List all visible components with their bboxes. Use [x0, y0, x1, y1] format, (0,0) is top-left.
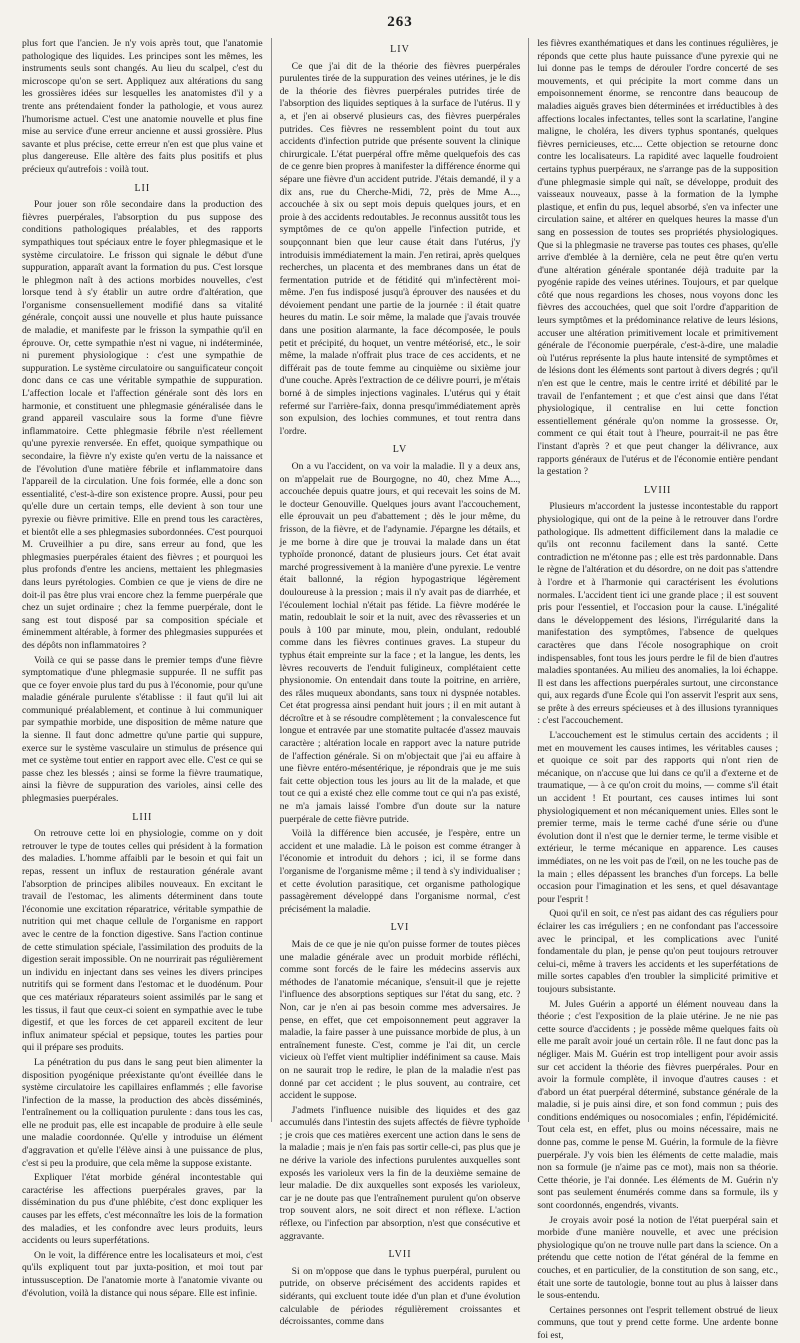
- paragraph: M. Jules Guérin a apporté un élément nouveau dans la théorie ; c'est l'exposition de la plaie utérine. Je ne nie pas cette source d'accidents ; je possède même quelques faits où elle me paraît avoir joué un certain rôle. Il ne faut donc pas la négliger. Mais M. Guérin est trop intelligent pour avoir assis sur cet accident la théorie des fièvres puerpérales. Pour en avoir la formule complète, il invoque d'autres causes : et d'abord un état puerpéral déterminé, substance générale de la maladie, si je puis ainsi dire, et son fond commun ; puis des conditions endémiques ou nosocomiales ; enfin, l'épidémicité. Tout cela est, en effet, plus ou moins nécessaire, mais ne donne pas, comme le pense M. Guérin, la formule de la fièvre puerpérale. J'y vois bien les éléments de cette maladie, mais non sa formule (je n'aime pas ce mot), mais non sa théorie. Cette théorie, je l'ai donnée. Les éléments de M. Guérin n'y sont pas seulement énumérés comme dans sa formule, ils y sont coordonnés, engendrés, vivants.: [537, 998, 779, 1212]
- section-heading: LIII: [132, 811, 153, 823]
- paragraph: Quoi qu'il en soit, ce n'est pas aidant des cas réguliers pour éclairer les cas irréguliers ; en ne confondant pas l'accessoire avec le principal, et les complications avec l'unité fondamentale du plan, je pense qu'on peut toujours retrouver celui-ci, même à travers les accidents et les superfétations de mille sortes capables d'en troubler la simplicité primitive et toujours subsistante.: [537, 908, 779, 995]
- paragraph: Voilà ce qui se passe dans le premier temps d'une fièvre symptomatique d'une phlegmasie suppurée. Il ne suffit pas que ce foyer envoie plus tard du pus à l'économie, pour qu'une maladie générale purulente s'établisse : il faut qu'il lui ait communiqué préalablement, et continue à lui communiquer par sympathie morbide, une disposition de même nature que la sienne. Il faut donc admettre qu'une partie qui suppure, exerce sur le système vasculaire un stimulus de présence qui met ce système tout entier en rapport avec elle. C'est ce qui se passe chez les blessés ; ainsi se forme la fièvre traumatique, ainsi la fièvre de suppuration des varioles, ainsi celle des phlegmasies puerpérales.: [22, 654, 263, 805]
- section-heading: LV: [392, 444, 408, 456]
- paragraph: Ce que j'ai dit de la théorie des fièvres puerpérales purulentes tirée de la suppuration des veines utérines, je le dis de la théorie des fièvres puerpérales putrides tirée de l'absorption des liquides septiques à la surface de l'utérus. Il y a, et j'en ai observé plusieurs cas, des fièvres puerpérales putrides. Ces fièvres ne ressemblent point du tout aux accidents d'infection putride que présente souvent la clinique chirurgicale. L'état puerpéral offre même quelquefois des cas de ce genre bien propres à manifester la différence énorme qui sépare une fièvre d'un accident putride. J'étais demandé, il y a dix ans, rue du Cherche-Midi, 72, près de Mme A..., accouchée à six ou sept mois depuis quelques jours, et en proie à des accidents redoutables. Je reconnus aussitôt tous les symptômes de ce qu'on appelle l'infection putride, et soupçonnant bien que leur cause était dans l'utérus, j'y introduisis immédiatement la main. J'en retirai, après quelques recherches, un placenta et des membranes dans un état de fermentation putride et de fétidité qui m'infectèrent moi-même. J'en fus indisposé jusqu'à éprouver des nausées et du dévoiement pendant une partie de la journée : il était quatre heures du matin. Le soir même, la malade que j'avais trouvée dans une position alarmante, la face décomposée, le pouls petit et précipité, du hoquet, un ventre météorisé, etc., le soir même, la malade n'offrait plus trace de ces accidents, et ne différait pas de toute femme au cinquième ou sixième jour d'une couche. Après l'extraction de ce délivre pourri, je m'étais borné à de simples injections vaginales. L'utérus qui y était refermé sur l'arrière-faix, donna presqu'immédiatement après son expulsion, des lochies communes, et tout rentra dans l'ordre.: [279, 60, 521, 437]
- paragraph: L'accouchement est le stimulus certain des accidents ; il met en mouvement les causes intimes, les véritables causes ; et quoique ce soit par des rapports qui n'ont rien de mécanique, on n'accuse que lui dans ce qu'il a d'externe et de traumatique, — à ce qu'on croit du moins, — comme s'il était un accident ! Et pourtant, ces causes intimes lui sont physiologiquement et non mécaniquement unies. Elles sont le premier terme, mais le terme caché d'une série ou d'une évolution dont il n'est que le dernier terme, le terme visible et extérieur, le terme mécanique en apparence. Les causes immédiates, on ne les voit pas de l'œil, on ne les touche pas de la main ; elles dépassent les branches d'un forceps. La belle occasion pour l'imagination et les sens, et quel désavantage pour l'esprit !: [537, 730, 779, 905]
- page-number: 263: [387, 14, 413, 30]
- paragraph: On a vu l'accident, on va voir la maladie. Il y a deux ans, on m'appelait rue de Bourgogne, no 40, chez Mme A..., accouchée depuis quatre jours, et qui recevait les soins de M. le docteur Genouville. Quelques jours avant l'accouchement, elle éprouvait un peu d'abattement ; dès le jour même, du frisson, de la fièvre, et de l'adynamie. J'épargne les détails, et je me borne à dire que je trouvai la malade dans un état typhoïde prononcé, datant de plusieurs jours. Cet état avait marché progressivement à la manière d'une pyrexie. Le ventre était ballonné, la région hypogastrique légèrement douloureuse à la pression ; mais il n'y avait pas de diarrhée, et l'écoulement lochial n'était pas fétide. La fièvre modérée le matin, redoublait le soir et la nuit, avec des rêvasseries et un pouls à 100 par minute, mou, plein, ondulant, redoublé comme dans les fièvres continues graves. La stupeur du typhus était empreinte sur la face ; et la langue, les dents, les lèvres recouverts de l'enduit fuligineux, complétaient cette physionomie. On entendait dans toute la poitrine, en arrière, des râles muqueux abondants, sans toux ni dyspnée notables. Cet état progressa ainsi pendant huit jours ; il en mit autant à décroître et à se résoudre complètement ; la convalescence fut longue et entravée par une stomatite pultacée d'assez mauvais caractère ; altération locale en rapport avec la nature putride de l'affection générale. Si on m'objectait que j'ai eu affaire à une fièvre entéro-mésentérique, je répondrais que je me suis fait cette objection tous les jours au lit de la malade, et que tout ce qui a existé chez elle comme tout ce qui n'a pas existé, ne m'a jamais laissé l'ombre d'un doute sur la nature puerpérale de cette fièvre putride.: [279, 461, 521, 825]
- column-right: [528, 38, 786, 1341]
- paragraph: Voilà la différence bien accusée, je l'espère, entre un accident et une maladie. Là le poison est comme étranger à l'économie et introduit du dehors ; ici, il se forme dans l'organisme de l'organisme même ; il tend à s'y individualiser ; et cette évolution parasitique, cet organisme pathologique passagèrement développé dans l'organisme normal, c'est précisément la maladie.: [279, 828, 521, 915]
- paragraph: La pénétration du pus dans le sang peut bien alimenter la disposition pyogénique préexistante qu'ont éveillée dans le système circulatoire les capillaires enflammés ; elle favorise l'infection de la masse, la production des abcès disséminés, l'entraînement ou la colliquation purulente : dans tous les cas, elle ne produit pas, elle est incapable de produire à elle seule une maladie coordonnée. Qu'elle y introduise un élément d'aggravation et qu'elle l'élève ainsi à une puissance de plus, c'est si peu la produire, que cela même la suppose existante.: [22, 1056, 263, 1169]
- paragraph: Plusieurs m'accordent la justesse incontestable du rapport physiologique, qui ont de la peine à le retrouver dans l'ordre pathologique. Ils admettent difficilement dans la maladie ce qu'ils ont reconnu facilement dans la santé. Cette contradiction ne m'étonne pas ; elle est très pardonnable. Dans le règne de l'altération et du désordre, on ne doit pas s'attendre à l'ordre et à l'harmonie qui caractérisent les évolutions normales. L'accident tient ici une grande place ; il est souvent pris pour l'essentiel, et l'occasion pour la cause. L'inégalité dans le développement des lésions, l'irrégularité dans la manifestation des symptômes, l'absence de quelques caractères que dans l'école nosographique on croit indispensables, font tous les jours perdre le fil de bien d'autres maladies spontanées. Au milieu des anomalies, la loi échappe. Il est dans les affections puerpérales surtout, une circonstance qui, aux regards d'une École qui l'on asservit l'esprit aux sens, se prête à des erreurs spécieuses et à des illusions tyranniques : c'est l'accouchement.: [537, 501, 779, 727]
- paragraph: Pour jouer son rôle secondaire dans la production des fièvres puerpérales, l'absorption du pus suppose des conditions pathologiques préalables, et des rapports sympathiques tout spéciaux entre le foyer phlegmasique et le système circulatoire. Le frisson qui signale le début d'une suppuration, apparaît avant la formation du pus. C'est lorsque le phlegmon naît à des actions morbides nouvelles, c'est lorsque tend à s'y établir un autre ordre d'altération, que l'organisme consensuellement modifié dans sa vitalité générale, conçoit aussi une nouvelle et plus haute puissance de maladie, et manifeste par le frisson la sympathie qu'il en éprouve. Or, cette sympathie n'est ni vague, ni indéterminée, ni purement physiologique : c'est une sympathie de suppuration. Le système circulatoire ou sanguificateur conçoit donc dans ce cas une véritable sympathie de suppuration. L'affection locale et l'affection générale sont dès lors en harmonie, et constituent une phlegmasie généralisée dans le grand appareil vasculaire sous la forme d'une fièvre inflammatoire. Cette phlegmasie fébrile n'est réellement qu'une pyrexie renversée. En effet, quoique sympathique ou secondaire, la fièvre n'y existe qu'en vertu de la naissance et de l'évolution d'une matière fébrile et inflammatoire dans l'appareil de la circulation. Une fois formée, elle a donc son essentialité, c'est-à-dire son existence propre. Aussi, pour peu qu'elle dure un certain temps, elle devient à son tour une pyrexie ou fièvre primitive. Elle en prend tous les caractères, et bientôt elle a ses phlegmasies subordonnées. C'est pourquoi M. Cruveilhier a pu dire, sans erreur au fond, que les phlegmasies puerpérales étaient des fièvres ; et pourquoi les plus profonds d'entre les anciens, mettaient les phlegmasies dans leurs pyrétologies. Combien ce que je viens de dire ne doit-il pas être plus vrai encore chez la femme puerpérale que chez un sujet ordinaire ; chez la femme puerpérale, dont le sang est tout disposé par sa composition spéciale et éminemment altérable, à former des phlegmasies suppurées et des dépôts non inflammatoires ?: [22, 199, 263, 651]
- paragraph: Expliquer l'état morbide général incontestable qui caractérise les affections puerpérales graves, par la dissémination du pus d'une phlébite, c'est donc expliquer les causes par les effets, c'est méconnaître les lois de la formation des maladies, et les confondre avec leurs produits, leurs accidents ou leurs superfétations.: [22, 1172, 263, 1247]
- paragraph: les fièvres exanthématiques et dans les continues régulières, je réponds que cette plus haute puissance d'une pyrexie qui ne lui donne pas le temps de dérouler l'ordre concerté de ses mouvements, et qui précipite la mort comme dans un empoisonnement énorme, se rencontre dans beaucoup de maladies aiguës graves bien déterminées et irréductibles à des affections locales infectantes, telles sont la scarlatine, l'angine maligne, le choléra, les divers typhus spontanés, quelques fièvres pernicieuses, etc.... Cette objection se retourne donc contre les localisateurs. La rapidité avec laquelle foudroient certains typhus puerpéraux, ne s'arrange pas de la supposition d'une phlegmasie simple qui naît, se développe, produit des vaisseaux nouveaux, passe à la formation de la lymphe plastique, et enfin du pus, lequel absorbé, s'en va infecter une circulation saine, et altérer en quelques heures la masse d'un sang en possession de toutes ses propriétés physiologiques. Que si la phlegmasie ne traverse pas toutes ces phases, qu'elle arrive d'emblée à la dernière, cela ne peut être qu'en vertu d'une altération générale spontanée déjà traduite par la pyogénie rapide des veines utérines. Toujours, et par quelque côté que nous regardions les choses, nous voyons donc les fièvres des accouchées, quel que soit l'ordre d'apparition de leurs symptômes et la prédominance relative de leurs lésions, accuser une altération primitivement locale et primitivement générale de l'économie puerpérale, c'est-à-dire, une maladie où l'utérus représente la plus haute intensité de symptômes et de lésions dont les éléments sont partout à divers degrés ; qu'il n'en est que le centre, mais le centre irrité et débilité par le travail de l'enfantement ; et que c'est ainsi que dans l'état physiologique, il centralise en lui cette fonction essentiellement générale qu'on nomme la grossesse. Or, comment ce qui était tout à l'heure, pourrait-il ne pas être l'instant d'après ? et que peut changer la délivrance, aux rapports généraux de l'utérus et de l'économie entière pendant la gestation ?: [537, 38, 779, 478]
- paragraph: plus fort que l'ancien. Je n'y vois après tout, que l'anatomie pathologique des liquides. Les principes sont les mêmes, les instruments seuls sont changés. Au lieu du scalpel, c'est du microscope qu'on se sert. Appliquez aux altérations du sang les grossières idées sur lesquelles les anatomistes d'il y a trente ans prétendaient fonder la pathologie, et vous aurez l'humorisme actuel. C'est une anatomie nouvelle et plus fine mise au service d'une erreur ancienne et aussi grossière. Plus savante et plus précise, cette erreur n'en est que plus vaine et plus dangereuse. Elle altère des faits plus positifs et plus précieux qu'autrefois : voilà tout.: [22, 38, 263, 175]
- paragraph: On retrouve cette loi en physiologie, comme on y doit retrouver le type de toutes celles qui président à la formation des maladies. L'homme affaibli par le besoin et qui fait un repas, ressent un influx de restauration générale avant l'absorption de principes alibiles nouveaux. En excitant le travail de l'estomac, les aliments déterminent dans toute l'économie une excitation réparatrice, véritable sympathie de nutrition qui met chaque cellule de l'organisme en rapport avec le centre de la fonction digestive. Sans l'action continue de cette stimulation spéciale, l'assimilation des produits de la digestion serait impossible. On ne nourrirait pas régulièrement un individu en injectant dans ses veines les divers principes nutritifs qui se forment dans l'estomac et le duodénum. Pour que ces matériaux réparateurs soient assimilés par le sang et les tissus, il faut que ceux-ci soient en sympathie avec le tube digestif, et que les forces de cet appareil excitent de leur influx animateur spécial et pepsique, toutes les parties pour qui il prépare ses produits.: [22, 828, 263, 1054]
- column-middle: [271, 38, 529, 1328]
- section-heading: LVIII: [643, 484, 672, 496]
- section-heading: LVI: [390, 922, 410, 934]
- section-heading: LIV: [390, 44, 410, 55]
- paragraph: Si on m'oppose que dans le typhus puerpéral, purulent ou putride, on observe précisément des accidents rapides et sidérants, qui excluent toute idée d'un plan et d'une évolution calculable de périodes régulièrement croissantes et décroissantes, comme dans: [279, 1265, 521, 1328]
- paragraph: Certaines personnes ont l'esprit tellement obstrué de lieux communs, que tout y prend cette forme. Une ardente bonne foi est,: [537, 1304, 779, 1341]
- text-columns: [14, 38, 786, 1341]
- section-heading: LII: [134, 182, 151, 194]
- section-heading: LVII: [388, 1249, 412, 1261]
- paragraph: J'admets l'influence nuisible des liquides et des gaz accumulés dans l'intestin des sujets affectés de fièvre typhoïde ; je crois que ces matières exercent une action dans le sens de la maladie ; mais je n'en fais pas sortir celle-ci, pas plus que je ne dérive la variole des infections purulentes auxquelles sont exposés les varioleux vers la fin de la deuxième semaine de leur maladie. De dix auxquelles sont exposés les varioleux, car je ne doute pas que l'entraînement purulent qu'on observe trop souvent alors, ne soit direct et non réflexe. L'action réflexe, ou l'infection par absorption, n'est que consécutive et aggravante.: [279, 1104, 521, 1242]
- paragraph: Mais de ce que je nie qu'on puisse former de toutes pièces une maladie générale avec un produit morbide réfléchi, comme sont forcés de le faire les médecins asservis aux méthodes de l'anatomie mécanique, s'ensuit-il que je rejette l'influence des absorptions septiques sur l'état du sang, etc. ? Non, car je n'en ai pas besoin comme mes adversaires. Je pense, en effet, que cet empoisonnement peut aggraver la maladie, la faire passer à une puissance morbide de plus, à un entraînement funeste. C'est, comme je l'ai dit, un cercle vicieux où l'effet vient multiplier indéfiniment sa cause. Mais on ne saurait trop le redire, le plan de la maladie n'est pas donné par cet accident ; le plus souvent, au contraire, cet accident le suppose.: [279, 938, 521, 1102]
- paragraph: Je croyais avoir posé la notion de l'état puerpéral sain et morbide d'une manière nouvelle, et avec une précision physiologique qu'on ne trouve nulle part dans la science. On a prétendu que cette notion de l'état général de la femme en couches, et en particulier, de la constitution de son sang, etc., était une sorte de tautologie, bonne tout au plus à laisser dans le sous-entendu.: [537, 1214, 779, 1302]
- column-left: [14, 38, 271, 1299]
- paragraph: On le voit, la différence entre les localisateurs et moi, c'est qu'ils expliquent tout par juxta-position, et moi tout par intussusception. De l'anatomie morte à l'anatomie vivante ou d'évolution, voilà la distance qui nous sépare. Elle est infinie.: [22, 1249, 263, 1299]
